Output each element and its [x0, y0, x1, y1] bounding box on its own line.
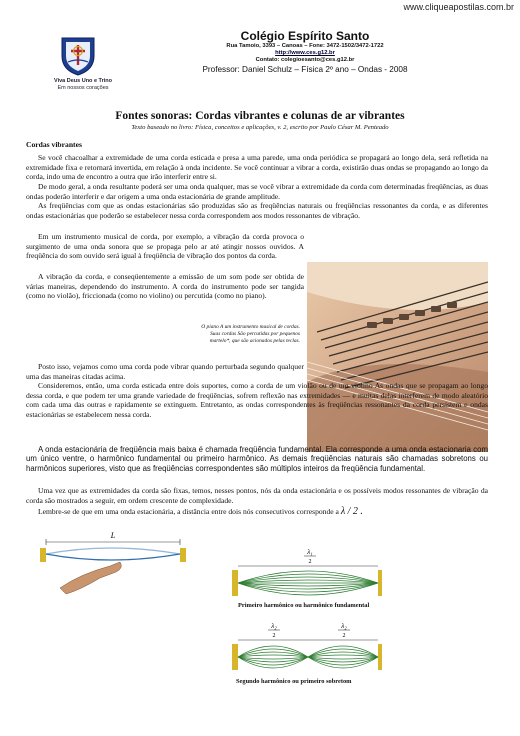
school-name: Colégio Espírito Santo: [240, 29, 370, 43]
paragraph-10: [26, 507, 488, 517]
fig2-denominator-a: 2: [272, 633, 276, 639]
fig2-denominator-b: 2: [342, 633, 346, 639]
paragraph-3: As freqüências com que as ondas estacionárias são produzidas são as freqüências naturais ou freqüências ressonantes da corda, e as diferentes ondas estacionárias que poderão se estabelecer nessa corda correspondem aos modos ressonantes de vibração.: [26, 201, 488, 220]
school-url-link[interactable]: http://www.ces.g12.br: [275, 50, 335, 56]
school-motto: [38, 78, 128, 92]
fig1-caption: Primeiro harmônico ou harmônico fundamental: [238, 602, 370, 609]
paragraph-2: De modo geral, a onda resultante poderá ser uma onda qualquer, mas se você vibrar a extremidade da corda com determinadas freqüências, as duas ondas poderão interferir e dar origem a uma onda estacionária de grande amplitude.: [26, 182, 488, 201]
school-header: [170, 29, 440, 75]
rope-length-label: L: [110, 531, 116, 540]
site-url: www.cliqueapostilas.com.br: [403, 2, 514, 12]
paragraph-5: A vibração da corda, e conseqüentemente a emissão de um som pode ser obtida de várias maneiras, dependendo do instrumento. A corda do instrumento pode ser tangida (como no violão), friccionada (como no violino) ou percutida (como no piano).: [26, 272, 304, 301]
school-address: Rua Tamoio, 3393 – Canoas – Fone: 3472-1502/3472-1722: [226, 43, 384, 49]
fig2-caption: Segundo harmônico ou primeiro sobretom: [236, 678, 352, 685]
motto-line-2: Em nossos corações: [57, 85, 109, 91]
professor-line: Professor: Daniel Schulz – Física 2º ano – Ondas - 2008: [202, 65, 408, 74]
fig1-denominator: 2: [308, 559, 312, 565]
school-logo: [58, 34, 98, 76]
piano-strings-photo: [307, 262, 488, 452]
paragraph-9: Uma vez que as extremidades da corda são fixas, temos, nesses pontos, nós da onda estacionária e os possíveis modos ressonantes de vibração da corda são mostrados a seguir, em ordem crescente de complexidade.: [26, 486, 488, 505]
fundamental-harmonic-figure: [232, 546, 382, 604]
section-heading: Cordas vibrantes: [26, 140, 82, 149]
school-contact: Contato: colegioesanto@ces.g12.br: [255, 57, 355, 63]
paragraph-6: Posto isso, vejamos como uma corda pode vibrar quando perturbada segundo qualquer uma das maneiras citadas acima.: [26, 362, 304, 381]
fig2-lambda-label-b: λ₂: [341, 622, 347, 630]
lambda-half-formula: λ / 2 .: [340, 506, 363, 517]
paragraph-4: Em um instrumento musical de corda, por exemplo, a vibração da corda provoca o surgimento de uma onda sonora que se propaga pelo ar até atingir nossos ouvidos. A freqüência do som ouvido será igual à freqüência de vibração dos pontos da corda.: [26, 232, 304, 261]
paragraph-8: A onda estacionária de freqüência mais baixa é chamada freqüência fundamental. Ela corresponde a uma onda estacionaria com um único ventre, o harmônico fundamental ou primeiro harmônico. As demais freqüências naturais são chamadas sobretons ou harmônicos superiores, visto que as freqüências correspondentes são múltiplos inteiros da freqüência fundamental.: [26, 445, 488, 473]
fig2-lambda-label-a: λ₂: [271, 622, 277, 630]
photo-caption: O piano A um instrumento musical de cordas. Suas cordas São percutidas por pequenos martelo*, que são acionados pelas teclas.: [201, 324, 300, 344]
rope-figure: [40, 528, 190, 598]
fig1-lambda-label: λ₁: [307, 548, 313, 556]
paragraph-10-text: Lembre-se de que em uma onda estacionária, a distância entre dois nós consecutivos corresponde a: [38, 507, 339, 516]
second-harmonic-figure: [232, 620, 382, 678]
motto-line-1: Viva Deus Uno e Trino: [54, 78, 112, 84]
article-title: Fontes sonoras: Cordas vibrantes e colunas de ar vibrantes: [115, 110, 405, 122]
article-subtitle: Texto baseado no livro: Física, conceitos e aplicações, v. 2, escrito por Paulo César M. Penteado: [131, 124, 389, 131]
paragraph-7: Consideremos, então, uma corda esticada entre dois suportes, como a corda de um violão ou de um violino As ondas que se propagam ao longo dessa corda, e que podem ter uma grande variedade de freqüências, sofrem reflexão nas extremidades — e muitas delas interferem de modo aleatório com cada uma das outras e rapidamente se extinguem. Entretanto, as ondas correspondentes às freqüências ressonantes da corda persistem e ondas estacionárias se estabelecem nessa corda.: [26, 381, 488, 419]
paragraph-1: Se você chacoalhar a extremidade de uma corda esticada e presa a uma parede, uma onda periódica se propagará ao longo dela, será refletida na extremidade fixa e retornará invertida, em relação à onda incidente. Se você continuar a vibrar a corda, existirão duas ondas se propagando ao longo da corda, indo uma de encontro a outra que irão interferir entre si.: [26, 153, 488, 182]
